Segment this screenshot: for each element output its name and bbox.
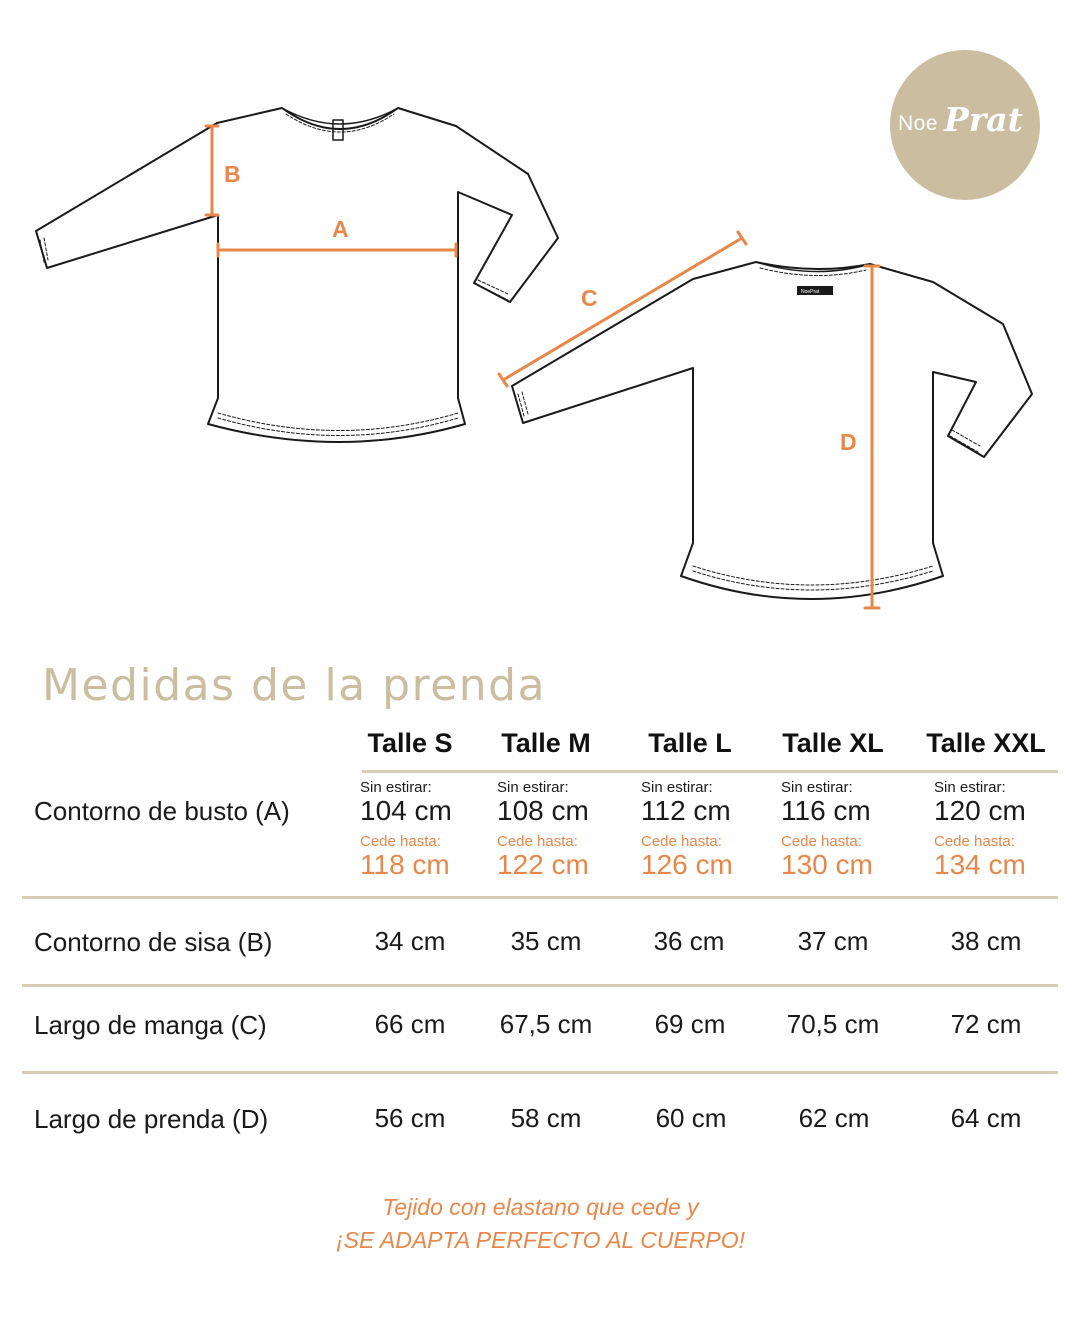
bust-cell-l [641,779,733,880]
length-value-xxl: 64 cm [950,1103,1022,1133]
measure-line-a [218,244,456,256]
size-header-m: Talle M [501,728,591,758]
size-header-xl: Talle XL [782,728,884,758]
tag-text: NoePrat [801,289,820,295]
back-cuff-right [952,430,980,446]
sleeve-value-xl: 70,5 cm [786,1009,880,1039]
size-header-xxl: Talle XXL [926,728,1046,758]
back-shirt-outline [512,262,1032,599]
bust-stretch-value: 126 cm [641,849,733,880]
label-b: B [224,161,241,187]
row-label-armhole: Contorno de sisa (B) [34,927,273,957]
front-shirt-outline [36,108,558,442]
armhole-value-m: 35 cm [510,926,582,956]
bust-stretch-label: Cede hasta: [360,833,441,850]
bust-stretch-value: 118 cm [360,849,450,880]
front-hem-stitch2 [218,418,458,436]
bust-stretch-label: Cede hasta: [641,833,722,850]
length-value-m: 58 cm [510,1103,582,1133]
row-divider-3 [22,1071,1058,1074]
bust-cell-xl [781,779,873,880]
size-header-s: Talle S [367,728,453,758]
bust-unstretched-value: 112 cm [641,795,731,826]
bust-unstretched-value: 116 cm [781,795,871,826]
logo-text-noe: Noe [898,112,939,135]
bust-unstretched-value: 108 cm [497,795,589,826]
size-header-l: Talle L [648,728,732,758]
bust-stretch-label: Cede hasta: [934,833,1015,850]
measure-line-c [499,232,746,386]
armhole-value-xxl: 38 cm [950,926,1022,956]
label-c: C [581,285,598,311]
bust-cell-m [497,779,589,880]
armhole-value-s: 34 cm [374,926,446,956]
back-hem-stitch [693,566,933,585]
bust-cell-s [360,779,452,880]
length-value-xl: 62 cm [798,1103,870,1133]
sleeve-value-m: 67,5 cm [499,1009,593,1039]
row-divider-2 [22,984,1058,987]
bust-stretch-label: Cede hasta: [781,833,862,850]
row-label-sleeve: Largo de manga (C) [34,1010,267,1040]
brand-logo [890,50,1040,200]
bust-stretch-label: Cede hasta: [497,833,578,850]
row-divider-1 [22,896,1058,899]
bust-stretch-value: 130 cm [781,849,873,880]
label-d: D [840,429,857,455]
page-title: Medidas de la prenda [42,660,547,711]
footnote-line-1: Tejido con elastano que cede y [382,1194,699,1220]
bust-unstretched-label: Sin estirar: [934,779,1006,796]
footnote-line-2: ¡SE ADAPTA PERFECTO AL CUERPO! [336,1227,745,1253]
front-cuff-right2 [480,286,508,300]
bust-stretch-value: 134 cm [934,849,1026,880]
sleeve-value-xxl: 72 cm [950,1009,1022,1039]
measure-line-b [206,126,218,215]
bust-cell-xxl [934,779,1026,880]
logo-text-prat: Prat [944,100,1023,139]
length-value-s: 56 cm [374,1103,446,1133]
bust-unstretched-label: Sin estirar: [781,779,853,796]
armhole-value-xl: 37 cm [797,926,869,956]
length-value-l: 60 cm [655,1103,727,1133]
bust-stretch-value: 122 cm [497,849,589,880]
measure-line-d [865,266,879,608]
row-label-length: Largo de prenda (D) [34,1104,269,1134]
back-hem-stitch2 [693,571,933,590]
bust-unstretched-value: 104 cm [360,795,452,826]
row-label-bust: Contorno de busto (A) [34,796,290,826]
label-a: A [332,216,349,242]
bust-unstretched-label: Sin estirar: [360,779,432,796]
bust-unstretched-label: Sin estirar: [497,779,569,796]
bust-unstretched-value: 120 cm [934,795,1026,826]
header-divider [362,770,1058,773]
back-cuff-right2 [950,436,978,452]
sleeve-value-s: 66 cm [374,1009,446,1039]
bust-unstretched-label: Sin estirar: [641,779,713,796]
sleeve-value-l: 69 cm [654,1009,726,1039]
armhole-value-l: 36 cm [653,926,725,956]
front-hem-stitch [218,413,458,431]
